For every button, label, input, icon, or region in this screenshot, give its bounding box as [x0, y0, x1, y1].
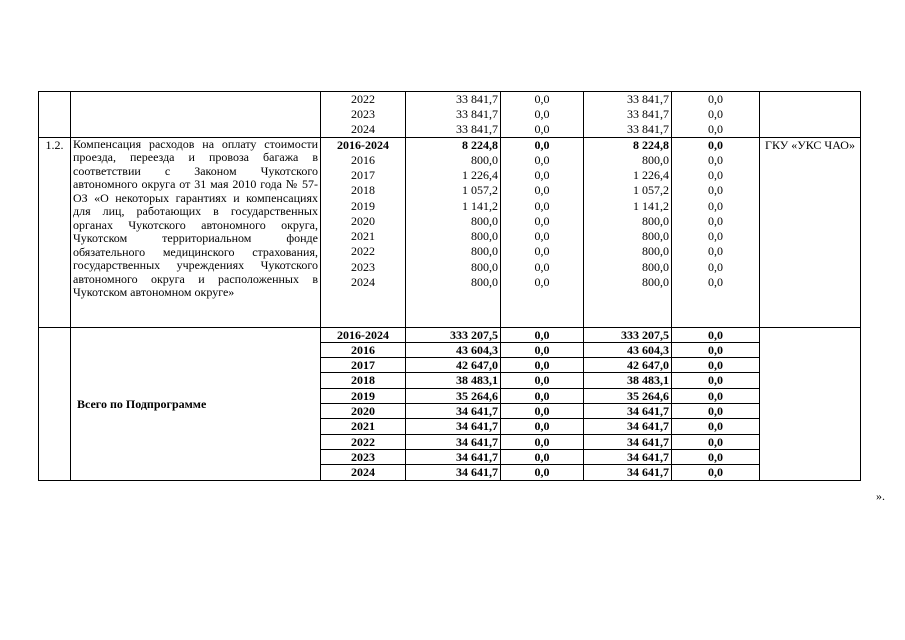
total-cell: 33 841,7 — [406, 107, 501, 122]
total-cell: 34 641,7 — [406, 465, 501, 480]
value-cell: 0,0 — [501, 199, 584, 214]
value-cell: 800,0 — [584, 275, 672, 327]
total-cell: 800,0 — [406, 244, 501, 259]
value-cell: 0,0 — [672, 465, 760, 480]
value-cell: 0,0 — [501, 327, 584, 342]
total-cell: 38 483,1 — [406, 373, 501, 388]
year-cell: 2023 — [321, 449, 406, 464]
value-cell: 0,0 — [672, 214, 760, 229]
value-cell: 0,0 — [501, 183, 584, 198]
number-cell — [39, 92, 71, 138]
year-cell: 2020 — [321, 404, 406, 419]
total-number-cell — [39, 327, 71, 480]
year-cell: 2016-2024 — [321, 137, 406, 152]
value-cell: 0,0 — [501, 434, 584, 449]
year-cell: 2024 — [321, 275, 406, 327]
year-cell: 2018 — [321, 373, 406, 388]
item-executor: ГКУ «УКС ЧАО» — [760, 137, 861, 327]
value-cell: 0,0 — [501, 168, 584, 183]
value-cell: 34 641,7 — [584, 434, 672, 449]
value-cell: 0,0 — [501, 260, 584, 275]
value-cell: 42 647,0 — [584, 358, 672, 373]
value-cell: 34 641,7 — [584, 449, 672, 464]
value-cell: 33 841,7 — [584, 122, 672, 137]
value-cell: 800,0 — [584, 260, 672, 275]
year-cell: 2022 — [321, 92, 406, 107]
value-cell: 0,0 — [501, 342, 584, 357]
value-cell: 0,0 — [501, 122, 584, 137]
total-cell: 1 141,2 — [406, 199, 501, 214]
total-cell: 800,0 — [406, 229, 501, 244]
table-row — [39, 92, 861, 107]
value-cell: 33 841,7 — [584, 107, 672, 122]
total-cell: 34 641,7 — [406, 419, 501, 434]
value-cell: 0,0 — [672, 404, 760, 419]
value-cell: 38 483,1 — [584, 373, 672, 388]
value-cell: 34 641,7 — [584, 465, 672, 480]
value-cell: 0,0 — [672, 449, 760, 464]
value-cell: 0,0 — [672, 327, 760, 342]
value-cell: 1 141,2 — [584, 199, 672, 214]
total-cell: 800,0 — [406, 260, 501, 275]
year-cell: 2023 — [321, 260, 406, 275]
total-cell: 34 641,7 — [406, 404, 501, 419]
value-cell: 0,0 — [672, 229, 760, 244]
value-cell: 0,0 — [672, 107, 760, 122]
year-cell: 2024 — [321, 122, 406, 137]
value-cell: 8 224,8 — [584, 137, 672, 152]
year-cell: 2018 — [321, 183, 406, 198]
total-cell: 800,0 — [406, 275, 501, 327]
value-cell: 0,0 — [501, 153, 584, 168]
value-cell: 0,0 — [501, 137, 584, 152]
total-cell: 33 841,7 — [406, 92, 501, 107]
table-body — [39, 92, 861, 481]
year-cell: 2019 — [321, 388, 406, 403]
value-cell: 0,0 — [672, 434, 760, 449]
value-cell: 43 604,3 — [584, 342, 672, 357]
total-cell: 34 641,7 — [406, 434, 501, 449]
total-cell: 35 264,6 — [406, 388, 501, 403]
value-cell: 34 641,7 — [584, 404, 672, 419]
value-cell: 34 641,7 — [584, 419, 672, 434]
total-cell: 34 641,7 — [406, 449, 501, 464]
item-number: 1.2. — [39, 137, 71, 327]
table-row — [39, 137, 861, 152]
value-cell: 0,0 — [672, 373, 760, 388]
value-cell: 0,0 — [672, 260, 760, 275]
budget-table — [38, 91, 861, 481]
total-cell: 1 226,4 — [406, 168, 501, 183]
value-cell: 0,0 — [672, 244, 760, 259]
value-cell: 0,0 — [672, 419, 760, 434]
year-cell: 2016 — [321, 153, 406, 168]
value-cell: 0,0 — [501, 358, 584, 373]
item-name: Компенсация расходов на оплату стоимости проезда, переезда и провоза багажа в соответствии с Законом Чукотского автономного округа от 31 мая 2010 года № 57-ОЗ «О некоторых гарантиях и компенсациях для лиц, работающих в государственных органах Чукотского автономного округа, Чукотском территориальном фонде обязательного медицинского страхования, государственных учреждениях Чукотского автономного округа и расположенных в Чукотском автономном округе» — [71, 137, 321, 327]
value-cell: 0,0 — [672, 137, 760, 152]
total-cell: 33 841,7 — [406, 122, 501, 137]
value-cell: 0,0 — [672, 153, 760, 168]
year-cell: 2017 — [321, 168, 406, 183]
closing-quote: ». — [876, 489, 885, 503]
value-cell: 0,0 — [501, 244, 584, 259]
year-cell: 2023 — [321, 107, 406, 122]
value-cell: 33 841,7 — [584, 92, 672, 107]
total-cell: 800,0 — [406, 153, 501, 168]
value-cell: 0,0 — [501, 229, 584, 244]
total-cell: 1 057,2 — [406, 183, 501, 198]
value-cell: 0,0 — [672, 199, 760, 214]
value-cell: 800,0 — [584, 244, 672, 259]
value-cell: 0,0 — [672, 183, 760, 198]
total-cell: 8 224,8 — [406, 137, 501, 152]
year-cell: 2024 — [321, 465, 406, 480]
value-cell: 35 264,6 — [584, 388, 672, 403]
value-cell: 0,0 — [501, 214, 584, 229]
year-cell: 2020 — [321, 214, 406, 229]
total-cell: 333 207,5 — [406, 327, 501, 342]
value-cell: 1 226,4 — [584, 168, 672, 183]
year-cell: 2021 — [321, 419, 406, 434]
table-row — [39, 327, 861, 342]
value-cell: 800,0 — [584, 153, 672, 168]
year-cell: 2019 — [321, 199, 406, 214]
value-cell: 0,0 — [501, 275, 584, 327]
year-cell: 2022 — [321, 244, 406, 259]
value-cell: 0,0 — [672, 122, 760, 137]
value-cell: 800,0 — [584, 229, 672, 244]
year-cell: 2016-2024 — [321, 327, 406, 342]
value-cell: 0,0 — [672, 358, 760, 373]
value-cell: 1 057,2 — [584, 183, 672, 198]
year-cell: 2022 — [321, 434, 406, 449]
year-cell: 2017 — [321, 358, 406, 373]
year-cell: 2021 — [321, 229, 406, 244]
value-cell: 0,0 — [501, 419, 584, 434]
value-cell: 0,0 — [672, 92, 760, 107]
executor-cell — [760, 92, 861, 138]
value-cell: 0,0 — [501, 373, 584, 388]
value-cell: 333 207,5 — [584, 327, 672, 342]
value-cell: 0,0 — [501, 107, 584, 122]
total-cell: 42 647,0 — [406, 358, 501, 373]
total-executor-cell — [760, 327, 861, 480]
name-cell — [71, 92, 321, 138]
value-cell: 0,0 — [672, 168, 760, 183]
value-cell: 0,0 — [501, 388, 584, 403]
total-cell: 43 604,3 — [406, 342, 501, 357]
value-cell: 0,0 — [501, 404, 584, 419]
total-label: Всего по Подпрограмме — [71, 327, 321, 480]
value-cell: 0,0 — [672, 275, 760, 327]
value-cell: 800,0 — [584, 214, 672, 229]
value-cell: 0,0 — [501, 92, 584, 107]
value-cell: 0,0 — [501, 465, 584, 480]
total-cell: 800,0 — [406, 214, 501, 229]
value-cell: 0,0 — [672, 342, 760, 357]
year-cell: 2016 — [321, 342, 406, 357]
value-cell: 0,0 — [501, 449, 584, 464]
value-cell: 0,0 — [672, 388, 760, 403]
